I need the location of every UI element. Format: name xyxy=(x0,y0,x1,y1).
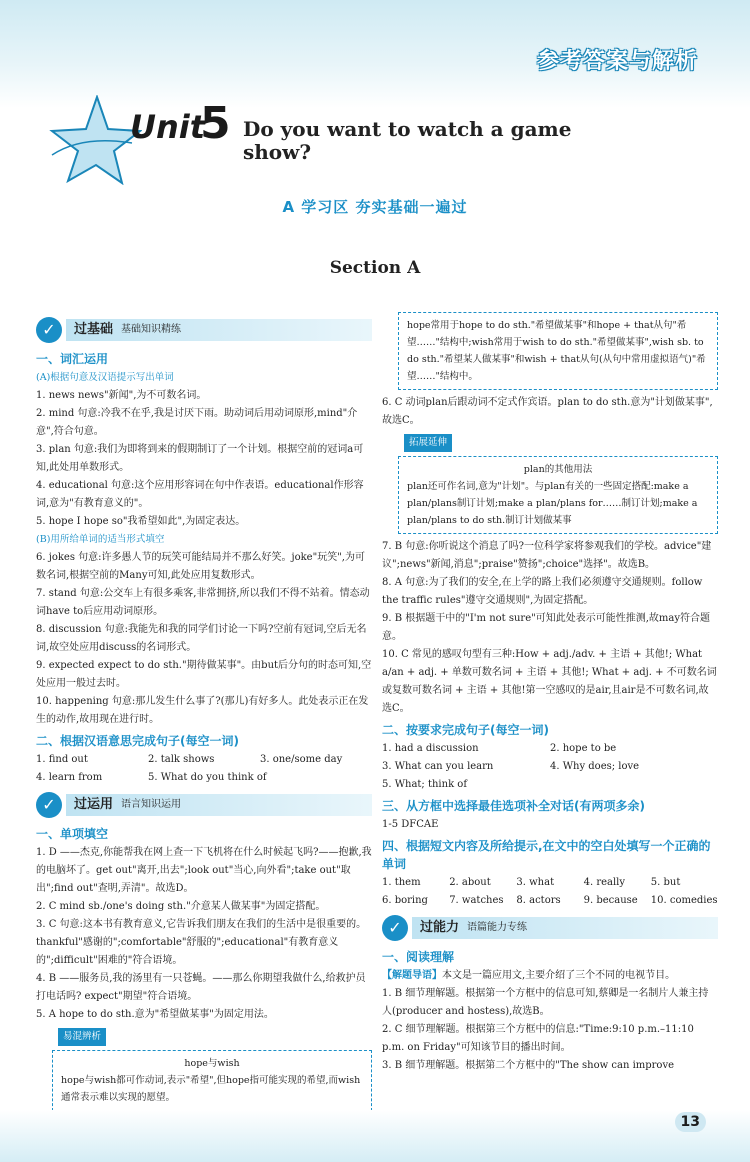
star-icon xyxy=(42,95,142,185)
answer-list-b xyxy=(36,549,372,729)
answer-item: 4. B ——服务员,我的汤里有一只苍蝇。——那么你期望我做什么,给救护员打电话吗? expect"期望"符合语境。 xyxy=(36,973,366,1002)
section-heading: 二、根据汉语意思完成句子(每空一词) xyxy=(36,734,239,748)
banner-title: 过基础 xyxy=(74,322,114,337)
unit-number: 5 xyxy=(200,98,231,149)
check-icon: ✓ xyxy=(36,792,62,818)
answer-item: 8. discussion 句意:我能先和我的同学们讨论一下吗?空前有冠词,空后无名词,故空处应用discuss的名词形式。 xyxy=(36,624,367,653)
answer-item: 3. what xyxy=(516,877,555,888)
banner-basics xyxy=(36,314,372,346)
answer-item: 2. C mind sb./one's doing sth."介意某人做某事"为固定搭配。 xyxy=(36,901,326,912)
answer-item: 5. What do you think of xyxy=(148,772,267,783)
answer-item: 7. watches xyxy=(449,895,504,906)
section-heading: 一、单项填空 xyxy=(36,827,109,841)
guide-paragraph xyxy=(382,967,718,985)
note-text: hope常用于hope to do sth."希望做某事"和hope + that从句"希望……"结构中;wish常用于wish to do sth."希望做某事",wish sb. to do sth."希望某人做某事"和wish + that从句(从句中常用虚拟语气)"希望……"结构中。 xyxy=(407,320,706,382)
answer-item: 6. boring xyxy=(382,895,428,906)
unit-label: Unit xyxy=(130,108,206,146)
answer-item: 2. talk shows xyxy=(148,754,215,765)
left-column xyxy=(36,312,372,1115)
answer-item: 4. really xyxy=(583,877,626,888)
answer-grid-e xyxy=(382,740,718,794)
answer-item: 2. hope to be xyxy=(550,743,617,754)
note-box xyxy=(52,1050,372,1111)
check-icon: ✓ xyxy=(36,317,62,343)
answer-item: 4. learn from xyxy=(36,772,103,783)
section-heading: 四、根据短文内容及所给提示,在文中的空白处填写一个正确的单词 xyxy=(382,839,711,871)
banner-ability xyxy=(382,912,718,944)
sub-heading: (B)用所给单词的适当形式填空 xyxy=(36,534,165,545)
answer-list-h xyxy=(382,985,718,1075)
answer-item: 1. had a discussion xyxy=(382,743,479,754)
unit-title: Do you want to watch a game show? xyxy=(243,117,572,164)
page-number: 13 xyxy=(675,1112,706,1132)
answer-item: 9. expected expect to do sth."期待做某事"。由but后分句的时态可知,空处应用一般过去时。 xyxy=(36,660,372,689)
guide-text: 本文是一篇应用文,主要介绍了三个不同的电视节目。 xyxy=(442,970,676,981)
answer-item: 8. A 句意:为了我们的安全,在上学的路上我们必须遵守交通规则。follow the traffic rules"遵守交通规则",为固定搭配。 xyxy=(382,577,703,606)
answer-item: 6. C 动词plan后跟动词不定式作宾语。plan to do sth.意为"计划做某事",故选C。 xyxy=(382,397,713,426)
answer-item: 5. What; think of xyxy=(382,779,468,790)
answer-item: 1. B 细节理解题。根据第一个方框中的信息可知,蔡卿是一名制片人兼主持人(producer and hostess),故选B。 xyxy=(382,988,709,1017)
answer-item: 1. news news"新闻",为不可数名词。 xyxy=(36,390,207,401)
answer-item: 1-5 DFCAE xyxy=(382,819,439,830)
answer-item: 10. C 常见的感叹句型有三种:How + adj./adv. + 主语 + 其他!; What a/an + adj. + 单数可数名词 + 主语 + 其他!; What + adj. + 不可数名词或复数可数名词 + 主语 + 其他!第一空感叹的是air,且air是不可数名词,故选C。 xyxy=(382,649,717,714)
answer-list-7-10 xyxy=(382,538,718,718)
footer-band xyxy=(0,1110,750,1162)
guide-tag: 【解题导语】 xyxy=(382,970,442,981)
note-text: plan还可作名词,意为"计划"。与plan有关的一些固定搭配:make a plan/plans制订计划;make a plan/plans for……制订计划;make a plan/plans to do sth.制订计划做某事 xyxy=(407,481,698,526)
answer-item: 2. C 细节理解题。根据第三个方框中的信息:"Time:9:10 p.m.–11:10 p.m. on Friday"可知该节目的播出时间。 xyxy=(382,1024,694,1053)
answer-item: 3. What can you learn xyxy=(382,761,494,772)
answer-grid-c xyxy=(36,751,372,787)
answer-item: 3. C 句意:这本书有教育意义,它告诉我们朋友在我们的生活中是很重要的。thankful"感谢的";comfortable"舒服的";educational"有教育意义的";difficult"困难的"符合语境。 xyxy=(36,919,367,966)
section-heading: 一、阅读理解 xyxy=(382,950,455,964)
answer-item: 4. educational 句意:这个应用形容词在句中作表语。educational作形容词,意为"有教育意义的"。 xyxy=(36,480,364,509)
answer-list-d xyxy=(36,844,372,1024)
answer-item: 5. but xyxy=(650,877,681,888)
answer-item: 5. A hope to do sth.意为"希望做某事"为固定用法。 xyxy=(36,1009,274,1020)
answer-item: 10. happening 句意:那儿发生什么事了?(那儿)有好多人。此处表示正在发生的动作,故用现在进行时。 xyxy=(36,696,369,725)
answer-item: 3. B 细节理解题。根据第二个方框中的"The show can improve xyxy=(382,1060,675,1071)
note-title: hope与wish xyxy=(184,1058,240,1069)
note-box xyxy=(398,456,718,534)
note-tag: 拓展延伸 xyxy=(404,434,452,452)
answer-item: 10. comedies xyxy=(650,895,718,906)
answer-item: 9. B 根据题干中的"I'm not sure"可知此处表示可能性推测,故may符合题意。 xyxy=(382,613,711,642)
answer-item: 7. stand 句意:公交车上有很多乘客,非常拥挤,所以我们不得不站着。情态动词have to后应用动词原形。 xyxy=(36,588,370,617)
banner-title: 过能力 xyxy=(420,920,460,935)
section-title: Section A xyxy=(329,258,421,278)
answer-grid-g xyxy=(382,874,718,910)
banner-subtitle: 语言知识运用 xyxy=(121,799,182,810)
banner-subtitle: 基础知识精练 xyxy=(121,324,182,335)
answer-item: 8. actors xyxy=(516,895,561,906)
header-tag: 参考答案与解析 xyxy=(536,49,698,74)
banner-title: 过运用 xyxy=(74,797,114,812)
note-text: hope与wish都可作动词,表示"希望",但hope指可能实现的希望,而wish通常表示难以实现的愿望。 xyxy=(61,1075,361,1103)
answer-item: 2. mind 句意:冷我不在乎,我是讨厌下雨。助动词后用动词原形,mind"介意",符合句意。 xyxy=(36,408,358,437)
answer-item: 6. jokes 句意:许多愚人节的玩笑可能结局并不那么好笑。joke"玩笑",为可数名词,根据空前的Many可知,此处应用复数形式。 xyxy=(36,552,365,581)
answer-item: 5. hope I hope so"我希望如此",为固定表达。 xyxy=(36,516,246,527)
answer-item: 1. them xyxy=(382,877,421,888)
section-heading: 二、按要求完成句子(每空一词) xyxy=(382,723,549,737)
banner-subtitle: 语篇能力专练 xyxy=(467,922,528,933)
answer-item: 7. B 句意:你听说这个消息了吗?一位科学家将参观我们的学校。advice"建议";news"新闻,消息";praise"赞扬";choice"选择"。故选B。 xyxy=(382,541,712,570)
check-icon: ✓ xyxy=(382,915,408,941)
answer-item: 1. find out xyxy=(36,754,88,765)
answer-item: 3. one/some day xyxy=(260,754,343,765)
banner-application xyxy=(36,789,372,821)
answer-item: 2. about xyxy=(449,877,491,888)
area-title: A 学习区 夯实基础一遍过 xyxy=(282,198,468,216)
answer-item: 9. because xyxy=(583,895,638,906)
answer-item: 4. Why does; love xyxy=(550,761,640,772)
note-box-continued xyxy=(398,312,718,390)
right-column xyxy=(382,312,718,1075)
sub-heading: (A)根据句意及汉语提示写出单词 xyxy=(36,372,174,383)
section-heading: 三、从方框中选择最佳选项补全对话(有两项多余) xyxy=(382,799,645,813)
note-tag: 易混辨析 xyxy=(58,1028,106,1046)
section-heading: 一、词汇运用 xyxy=(36,352,109,366)
answer-item: 3. plan 句意:我们为即将到来的假期制订了一个计划。根据空前的冠词a可知,此处用单数形式。 xyxy=(36,444,364,473)
answer-item: 1. D ——杰克,你能帮我在网上查一下飞机将在什么时候起飞吗?——抱歉,我的电脑坏了。get out"离开,出去";look out"当心,向外看";take out"取出";find out"查明,弄清"。故选D。 xyxy=(36,847,372,894)
note-title: plan的其他用法 xyxy=(523,464,593,475)
answer-list-a xyxy=(36,387,372,531)
